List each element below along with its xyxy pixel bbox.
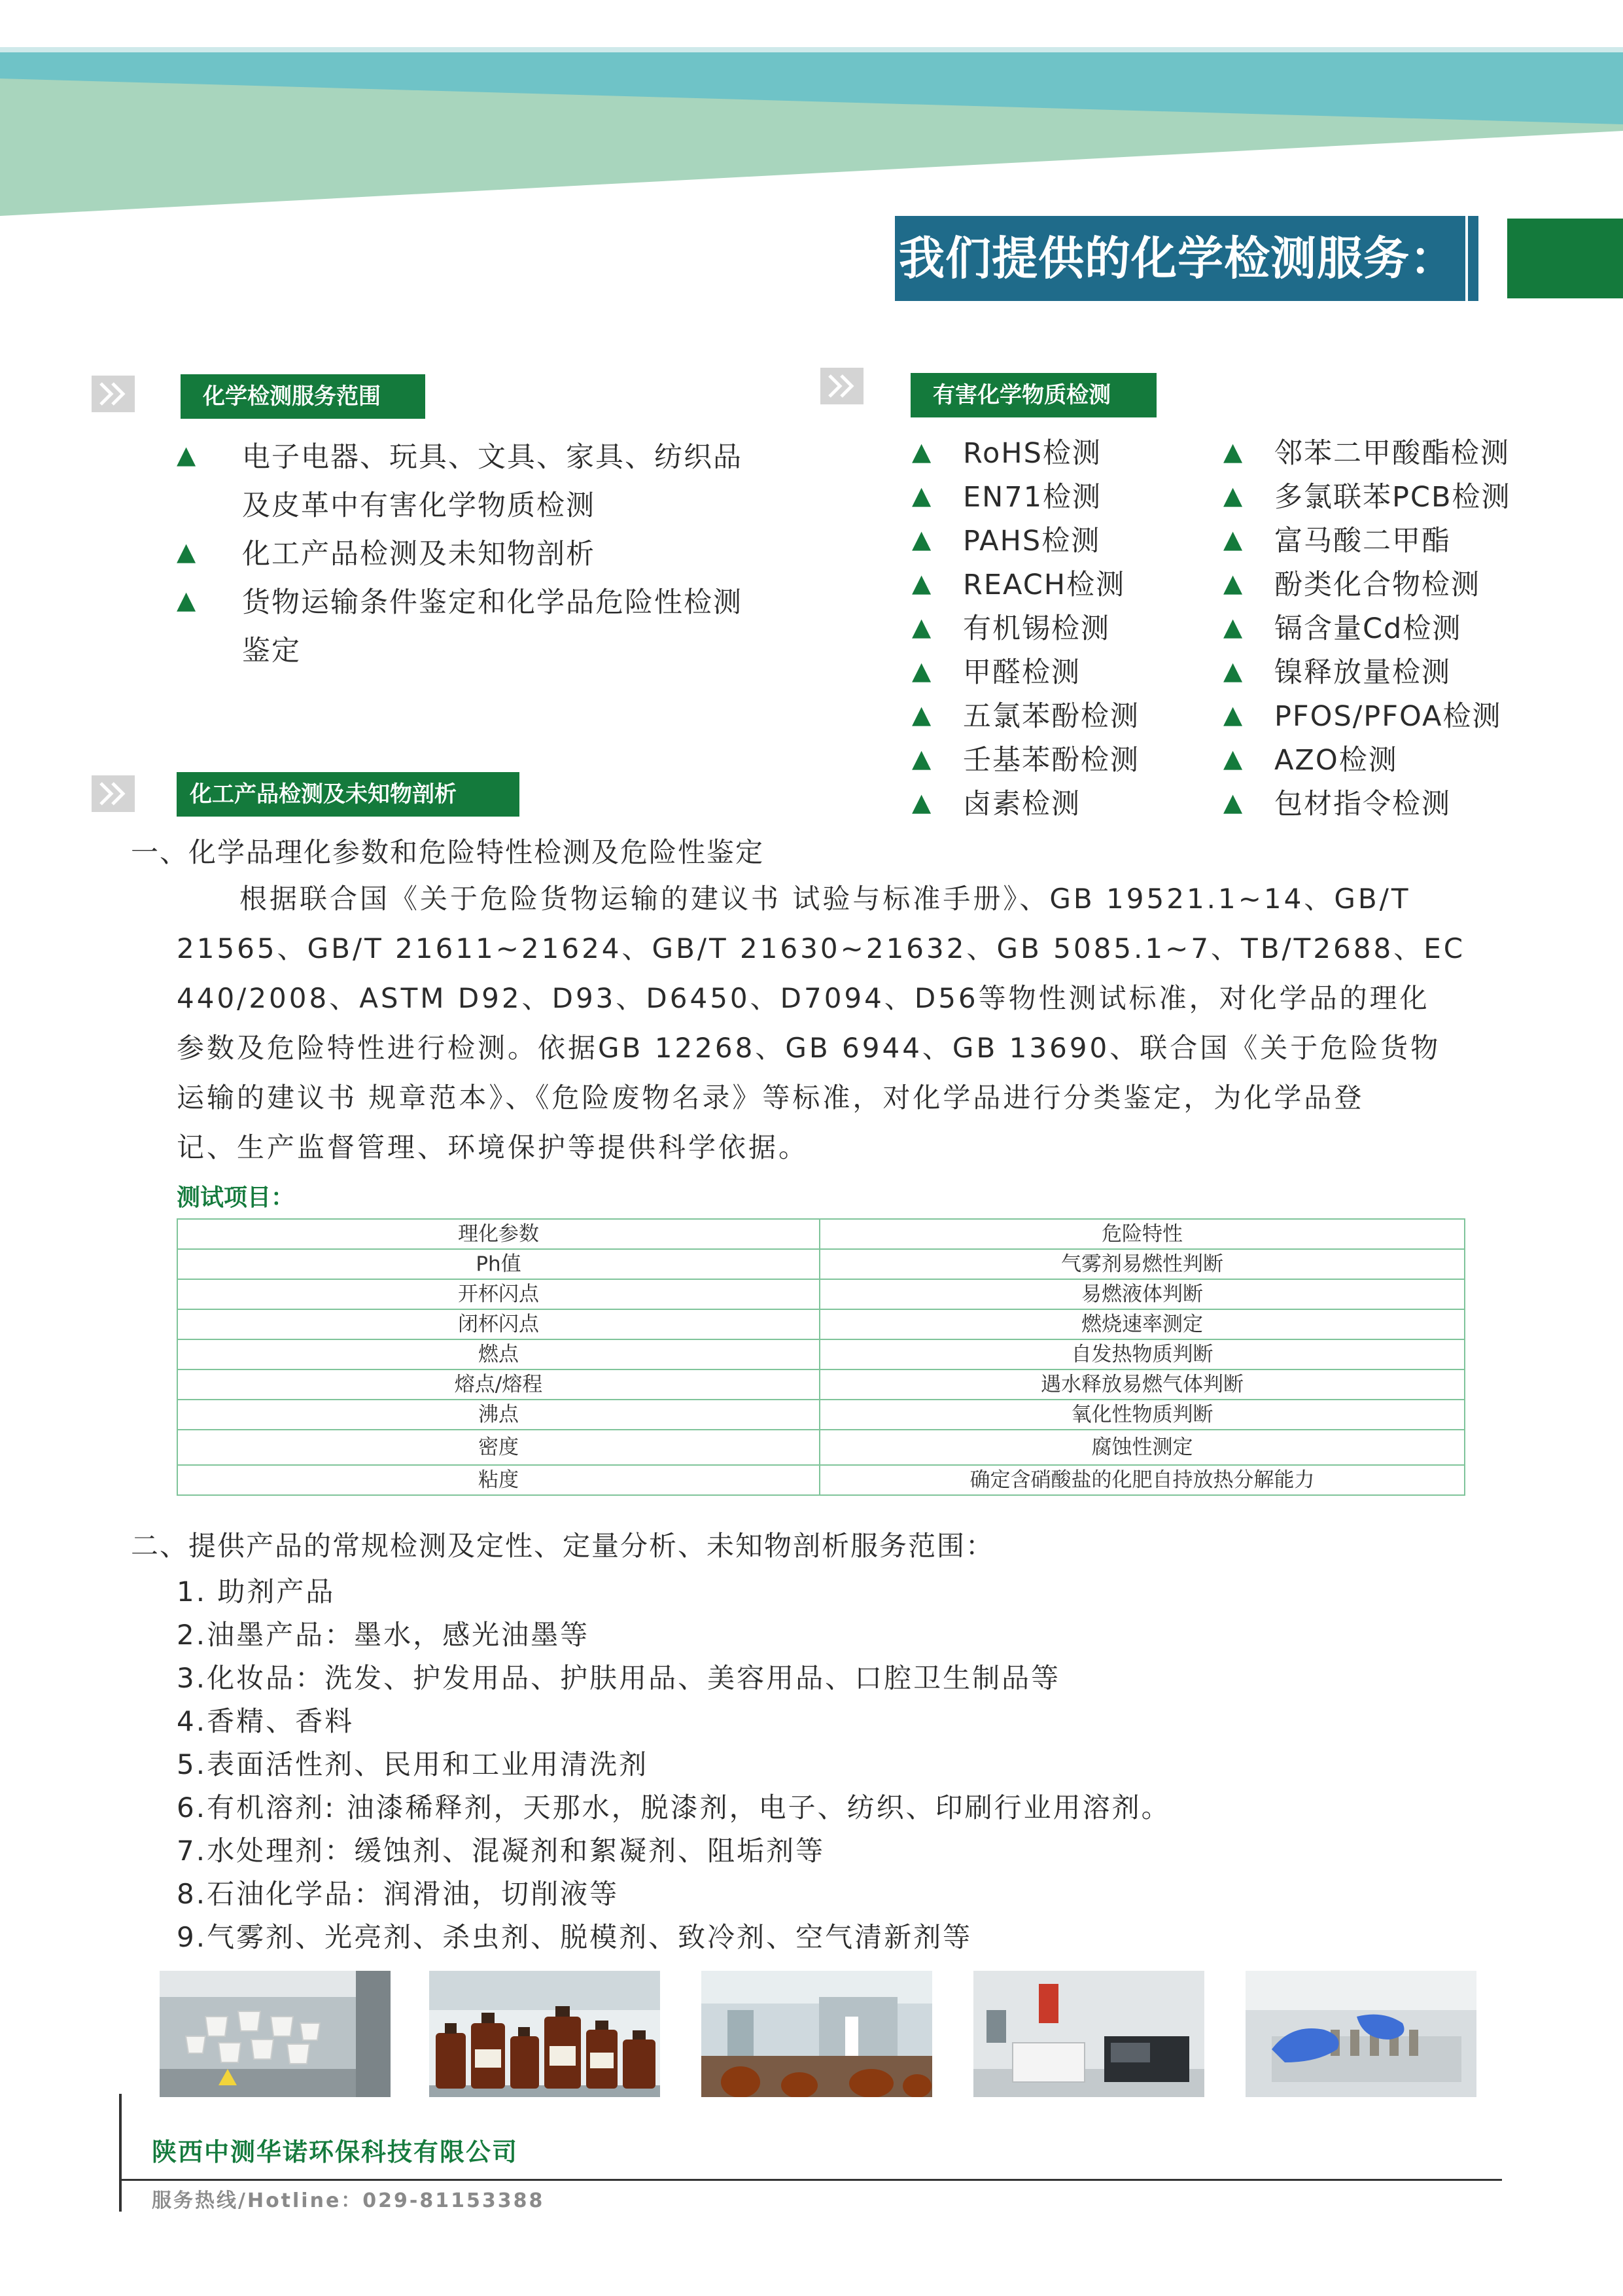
standards-paragraph — [177, 874, 1465, 1173]
header-banner — [0, 0, 1623, 236]
table-row — [177, 1249, 1465, 1279]
list-item: 7.水处理剂：缓蚀剂、混凝剂和絮凝剂、阻垢剂等 — [177, 1835, 826, 1867]
table-cell: 腐蚀性测定 — [820, 1430, 1465, 1465]
table-cell: 燃烧速率测定 — [820, 1309, 1465, 1339]
table-cell: 燃点 — [177, 1339, 820, 1369]
triangle-bullet-icon: ▲ — [912, 480, 933, 510]
test-items-label: 测试项目： — [177, 1184, 295, 1211]
list-item: 2.油墨产品：墨水，感光油墨等 — [177, 1619, 590, 1651]
table-cell: 易燃液体判断 — [820, 1279, 1465, 1309]
header-green-block — [1507, 219, 1623, 298]
triangle-bullet-icon: ▲ — [912, 743, 933, 773]
table-row — [177, 1400, 1465, 1430]
list-item: ▲ 电子电器、玩具、文具、家具、纺织品 — [177, 440, 742, 474]
lab-photo-gloved-hands — [1246, 1971, 1476, 2097]
triangle-bullet-icon: ▲ — [1223, 787, 1244, 817]
list-item: ▲ AZO检测 — [1223, 743, 1398, 777]
hotline: 服务热线/Hotline：029-81153388 — [152, 2189, 545, 2212]
company-name: 陕西中测华诺环保科技有限公司 — [152, 2138, 519, 2166]
paragraph-line: 记、生产监督管理、环境保护等提供科学依据。 — [177, 1131, 809, 1163]
triangle-bullet-icon: ▲ — [177, 586, 198, 614]
table-cell: 闭杯闪点 — [177, 1309, 820, 1339]
list-item: ▲ 酚类化合物检测 — [1223, 568, 1480, 601]
title-edge — [1473, 216, 1478, 301]
list-item: ▲ 壬基苯酚检测 — [912, 743, 1140, 777]
triangle-bullet-icon: ▲ — [1223, 568, 1244, 597]
list-item: ▲ 有机锡检测 — [912, 612, 1110, 645]
table-cell: 开杯闪点 — [177, 1279, 820, 1309]
list-item: ▲ PFOS/PFOA检测 — [1223, 699, 1502, 733]
footer-horizontal-rule — [119, 2179, 1502, 2181]
paragraph-line: 运输的建议书 规章范本》、《危险废物名录》等标准，对化学品进行分类鉴定，为化学品登 — [177, 1082, 1365, 1114]
section-heading-1: 一、化学品理化参数和危险特性检测及危险性鉴定 — [131, 836, 765, 868]
chevron-right-icon — [92, 376, 135, 412]
table-row — [177, 1430, 1465, 1465]
table-header-cell: 理化参数 — [177, 1219, 820, 1249]
table-header-cell: 危险特性 — [820, 1219, 1465, 1249]
list-item: ▲ 镉含量Cd检测 — [1223, 612, 1462, 645]
chevron-right-icon — [92, 775, 135, 812]
table-cell: 确定含硝酸盐的化肥自持放热分解能力 — [820, 1465, 1465, 1495]
list-item: ▲ PAHS检测 — [912, 524, 1101, 557]
scope-section-tag: 化学检测服务范围 — [181, 374, 425, 419]
triangle-bullet-icon: ▲ — [177, 440, 198, 469]
paragraph-line: 440/2008、ASTM D92、D93、D6450、D7094、D56等物性测试标准，对化学品的理化 — [177, 982, 1430, 1014]
triangle-bullet-icon: ▲ — [1223, 524, 1244, 554]
table-cell: 粘度 — [177, 1465, 820, 1495]
paragraph-line: 21565、GB/T 21611~21624、GB/T 21630~21632、GB 5085.1~7、TB/T2688、EC — [177, 932, 1466, 964]
triangle-bullet-icon: ▲ — [912, 524, 933, 554]
lab-photo-reagent-bottles — [429, 1971, 660, 2097]
list-item: 鉴定 — [242, 634, 301, 667]
list-item: ▲ 货物运输条件鉴定和化学品危险性检测 — [177, 586, 742, 619]
table-cell: 沸点 — [177, 1400, 820, 1430]
paragraph-line: 根据联合国《关于危险货物运输的建议书 试验与标准手册》、GB 19521.1~14、GB/T — [239, 883, 1411, 915]
chevron-right-icon — [820, 368, 864, 404]
list-item: ▲ RoHS检测 — [912, 436, 1102, 470]
triangle-bullet-icon: ▲ — [912, 699, 933, 729]
test-items-table — [177, 1218, 1465, 1496]
triangle-bullet-icon: ▲ — [1223, 436, 1244, 466]
list-item: ▲ 五氯苯酚检测 — [912, 699, 1140, 733]
list-item: 5.表面活性剂、民用和工业用清洗剂 — [177, 1748, 649, 1780]
service-list — [177, 1570, 1171, 1959]
lab-photo-crucibles — [160, 1971, 391, 2097]
triangle-bullet-icon: ▲ — [912, 568, 933, 597]
hazard-section-tag: 有害化学物质检测 — [911, 373, 1157, 417]
table-row — [177, 1309, 1465, 1339]
list-item: 6.有机溶剂: 油漆稀释剂，天那水，脱漆剂，电子、纺织、印刷行业用溶剂。 — [177, 1792, 1171, 1824]
banner-top-line — [0, 47, 1623, 52]
table-row — [177, 1339, 1465, 1369]
list-item: ▲ REACH检测 — [912, 568, 1126, 601]
triangle-bullet-icon: ▲ — [1223, 743, 1244, 773]
list-item: 4.香精、香料 — [177, 1705, 355, 1737]
triangle-bullet-icon: ▲ — [912, 787, 933, 817]
list-item: ▲ 镍释放量检测 — [1223, 656, 1451, 689]
triangle-bullet-icon: ▲ — [912, 436, 933, 466]
scope-list — [177, 431, 742, 673]
hazard-list-right — [1223, 429, 1510, 824]
list-item: 8.石油化学品：润滑油，切削液等 — [177, 1878, 620, 1910]
list-item: ▲ 甲醛检测 — [912, 656, 1081, 689]
list-item: ▲ 包材指令检测 — [1223, 787, 1451, 821]
section-heading-2: 二、提供产品的常规检测及定性、定量分析、未知物剖析服务范围： — [131, 1530, 995, 1562]
table-cell: Ph值 — [177, 1249, 820, 1279]
triangle-bullet-icon: ▲ — [1223, 612, 1244, 641]
hazard-list-left — [912, 429, 1140, 824]
list-item: ▲ EN71检测 — [912, 480, 1102, 514]
list-item: 及皮革中有害化学物质检测 — [242, 489, 595, 522]
table-header-row — [177, 1219, 1465, 1249]
list-item: 3.化妆品：洗发、护发用品、护肤用品、美容用品、口腔卫生制品等 — [177, 1662, 1061, 1694]
table-row — [177, 1465, 1465, 1495]
paragraph-line: 参数及危险特性进行检测。依据GB 12268、GB 6944、GB 13690、联合国《关于危险货物 — [177, 1032, 1441, 1064]
list-item: ▲ 化工产品检测及未知物剖析 — [177, 537, 595, 571]
table-cell: 气雾剂易燃性判断 — [820, 1249, 1465, 1279]
list-item: ▲ 邻苯二甲酸酯检测 — [1223, 436, 1510, 470]
triangle-bullet-icon: ▲ — [1223, 480, 1244, 510]
table-cell: 密度 — [177, 1430, 820, 1465]
triangle-bullet-icon: ▲ — [912, 656, 933, 685]
triangle-bullet-icon: ▲ — [912, 612, 933, 641]
list-item: ▲ 多氯联苯PCB检测 — [1223, 480, 1511, 514]
list-item: ▲ 卤素检测 — [912, 787, 1081, 821]
table-cell: 自发热物质判断 — [820, 1339, 1465, 1369]
title-divider — [1465, 216, 1468, 301]
lab-photo-instruments — [973, 1971, 1204, 2097]
page-title: 我们提供的化学检测服务： — [895, 216, 1473, 301]
lab-photo-laboratory — [701, 1971, 932, 2097]
table-row — [177, 1369, 1465, 1400]
list-item: 9.气雾剂、光亮剂、杀虫剂、脱模剂、致冷剂、空气清新剂等 — [177, 1921, 973, 1953]
table-cell: 熔点/熔程 — [177, 1369, 820, 1400]
triangle-bullet-icon: ▲ — [1223, 656, 1244, 685]
list-item: ▲ 富马酸二甲酯 — [1223, 524, 1451, 557]
footer-vertical-rule — [119, 2094, 122, 2212]
table-cell: 遇水释放易燃气体判断 — [820, 1369, 1465, 1400]
table-cell: 氧化性物质判断 — [820, 1400, 1465, 1430]
triangle-bullet-icon: ▲ — [1223, 699, 1244, 729]
triangle-bullet-icon: ▲ — [177, 537, 198, 566]
table-row — [177, 1279, 1465, 1309]
list-item: 1. 助剂产品 — [177, 1576, 336, 1608]
product-section-tag: 化工产品检测及未知物剖析 — [177, 772, 519, 817]
